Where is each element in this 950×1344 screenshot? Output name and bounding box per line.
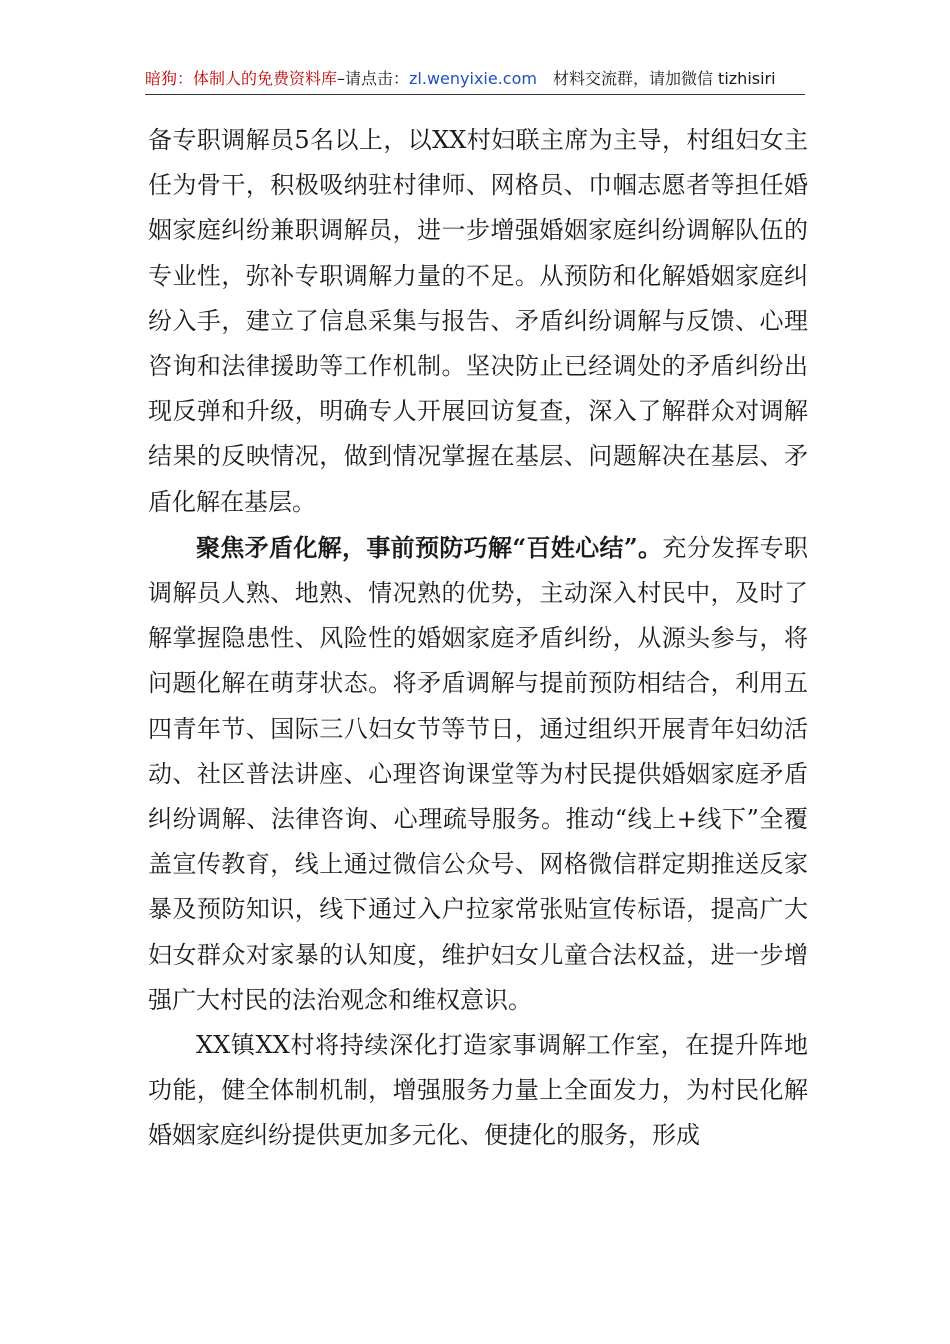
document-body bbox=[148, 118, 808, 1159]
paragraph-text: XX镇XX村将持续深化打造家事调解工作室，在提升阵地功能，健全体制机制，增强服务力量上全面发力，为村民化解婚姻家庭纠纷提供更加多元化、便捷化的服务，形成 bbox=[148, 1031, 808, 1150]
paragraph-text: 充分发挥专职调解员人熟、地熟、情况熟的优势，主动深入村民中，及时了解掌握隐患性、风险性的婚姻家庭矛盾纠纷，从源头参与，将问题化解在萌芽状态。将矛盾调解与提前预防相结合，利用五四青年节、国际三八妇女节等节日，通过组织开展青年妇幼活动、社区普法讲座、心理咨询课堂等为村民提供婚姻家庭矛盾纠纷调解、法律咨询、心理疏导服务。推动“线上+线下”全覆盖宣传教育，线上通过微信公众号、网格微信群定期推送反家暴及预防知识，线下通过入户拉家常张贴宣传标语，提高广大妇女群众对家暴的认知度，维护妇女儿童合法权益，进一步增强广大村民的法治观念和维权意识。 bbox=[148, 533, 809, 1014]
header-divider bbox=[145, 94, 805, 95]
paragraph-conclusion bbox=[148, 1023, 808, 1159]
paragraph-lead: 聚焦矛盾化解，事前预防巧解“百姓心结”。 bbox=[196, 532, 663, 562]
header-link[interactable]: zl.wenyixie.com bbox=[409, 69, 537, 88]
header-brand: 暗狗：体制人的免费资料库 bbox=[145, 69, 338, 88]
paragraph-text: 备专职调解员5名以上，以XX村妇联主席为主导，村组妇女主任为骨干，积极吸纳驻村律师、网格员、巾帼志愿者等担任婚姻家庭纠纷兼职调解员，进一步增强婚姻家庭纠纷调解队伍的专业性，弥补专职调解力量的不足。从预防和化解婚姻家庭纠纷入手，建立了信息采集与报告、矛盾纠纷调解与反馈、心理咨询和法律援助等工作机制。坚决防止已经调处的矛盾纠纷出现反弹和升级，明确专人开展回访复查，深入了解群众对调解结果的反映情况，做到情况掌握在基层、问题解决在基层、矛盾化解在基层。 bbox=[148, 126, 808, 516]
header-wechat-note: 材料交流群，请加微信 tizhisiri bbox=[552, 69, 776, 88]
paragraph-continued bbox=[148, 118, 808, 525]
paragraph-conflict-resolution bbox=[148, 525, 808, 1023]
header-prompt: –请点击： bbox=[337, 69, 410, 88]
page-header bbox=[145, 68, 805, 90]
